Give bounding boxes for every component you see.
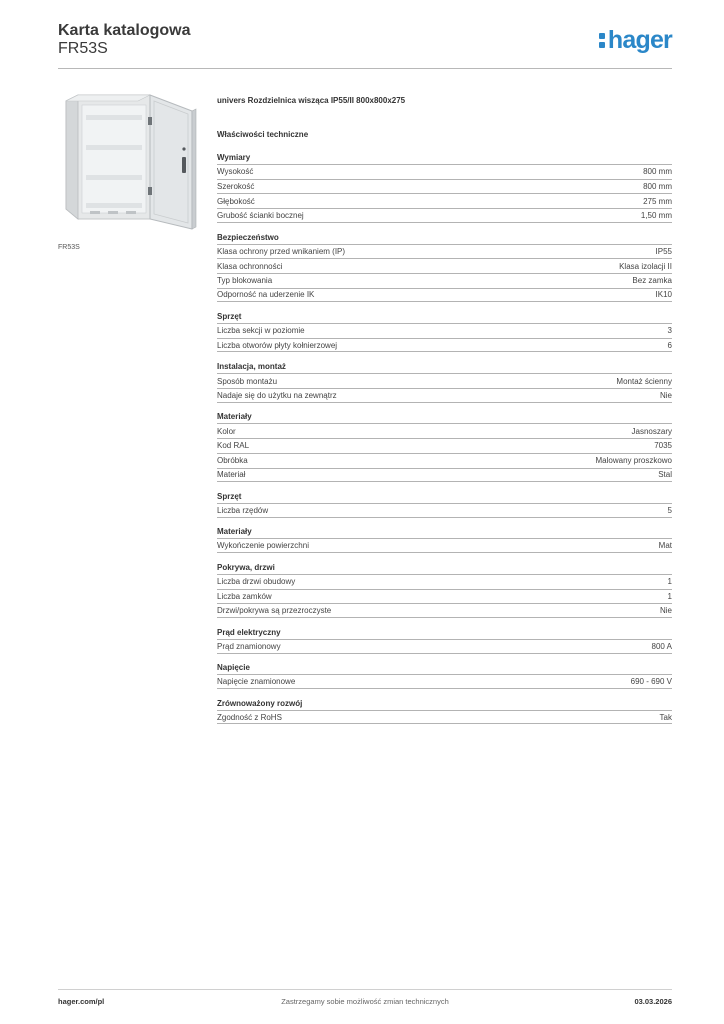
spec-value: Nie: [659, 606, 672, 616]
spec-row: [217, 164, 672, 179]
spec-row: [217, 538, 672, 553]
spec-row: [217, 639, 672, 654]
section-title: Materiały: [217, 412, 252, 422]
spec-row: [217, 589, 672, 604]
page-footer: [58, 997, 672, 1009]
spec-value: Klasa izolacji II: [619, 261, 672, 271]
footer-disclaimer: Zastrzegamy sobie możliwość zmian technicznych: [281, 997, 449, 1006]
spec-value: Mat: [658, 541, 672, 551]
spec-table: [217, 423, 672, 482]
spec-value: 5: [667, 505, 672, 515]
section-title: Sprzęt: [217, 312, 242, 322]
spec-table: [217, 538, 672, 553]
spec-label: Drzwi/pokrywa są przezroczyste: [217, 606, 332, 616]
spec-value: 6: [667, 340, 672, 350]
product-image: [58, 87, 208, 237]
spec-label: Liczba otworów płyty kołnierzowej: [217, 340, 338, 350]
spec-value: Malowany proszkowo: [595, 456, 672, 466]
spec-table: [217, 323, 672, 352]
spec-row: [217, 208, 672, 223]
spec-row: [217, 503, 672, 518]
footer-website: hager.com/pl: [58, 997, 105, 1006]
spec-label: Kod RAL: [217, 441, 250, 451]
product-code: FR53S: [58, 40, 108, 57]
section-title: Bezpieczeństwo: [217, 232, 279, 242]
section-title: Prąd elektryczny: [217, 627, 281, 637]
spec-row: [217, 258, 672, 273]
spec-row: [217, 323, 672, 338]
spec-table: [217, 164, 672, 223]
spec-row: [217, 273, 672, 288]
spec-label: Obróbka: [217, 456, 248, 466]
spec-label: Zgodność z RoHS: [217, 712, 282, 722]
spec-table: [217, 674, 672, 689]
spec-row: [217, 574, 672, 589]
spec-row: [217, 388, 672, 403]
spec-row: [217, 244, 672, 259]
spec-value: Nie: [659, 390, 672, 400]
spec-row: [217, 373, 672, 388]
spec-value: 800 A: [651, 641, 672, 651]
spec-label: Liczba drzwi obudowy: [217, 577, 296, 587]
spec-value: Jasnoszary: [631, 426, 672, 436]
spec-row: [217, 438, 672, 453]
spec-table: [217, 639, 672, 654]
spec-label: Wysokość: [217, 167, 254, 177]
spec-label: Klasa ochrony przed wnikaniem (IP): [217, 246, 346, 256]
spec-label: Szerokość: [217, 182, 255, 192]
header-divider: [58, 68, 672, 69]
spec-value: 3: [667, 326, 672, 336]
spec-value: 690 - 690 V: [630, 677, 672, 687]
spec-row: [217, 710, 672, 725]
spec-label: Typ blokowania: [217, 276, 273, 286]
spec-section: [217, 697, 672, 725]
spec-row: [217, 193, 672, 208]
spec-value: 1: [667, 591, 672, 601]
spec-section: [217, 231, 672, 303]
spec-value: Bez zamka: [632, 276, 672, 286]
spec-row: [217, 603, 672, 618]
spec-section: [217, 626, 672, 654]
spec-label: Sposób montażu: [217, 376, 278, 386]
spec-label: Kolor: [217, 426, 236, 436]
spec-value: 800 mm: [643, 182, 672, 192]
technical-properties-heading: Właściwości techniczne: [217, 130, 309, 139]
spec-label: Liczba rzędów: [217, 505, 269, 515]
spec-label: Wykończenie powierzchni: [217, 541, 309, 551]
spec-section: [217, 561, 672, 618]
spec-section: [217, 360, 672, 402]
spec-value: IP55: [655, 246, 672, 256]
section-title: Materiały: [217, 527, 252, 537]
section-title: Instalacja, montaż: [217, 362, 286, 372]
image-caption: FR53S: [58, 244, 80, 251]
spec-row: [217, 288, 672, 303]
spec-value: 800 mm: [643, 167, 672, 177]
section-title: Pokrywa, drzwi: [217, 562, 275, 572]
spec-value: Stal: [658, 470, 672, 480]
spec-value: 275 mm: [643, 196, 672, 206]
spec-label: Klasa ochronności: [217, 261, 283, 271]
section-title: Napięcie: [217, 663, 250, 673]
spec-value: Tak: [659, 712, 672, 722]
spec-row: [217, 674, 672, 689]
spec-label: Materiał: [217, 470, 246, 480]
hager-logo: [599, 26, 672, 55]
logo-dots-icon: [599, 32, 605, 49]
spec-row: [217, 453, 672, 468]
spec-label: Prąd znamionowy: [217, 641, 281, 651]
spec-sections: [217, 151, 672, 724]
spec-table: [217, 503, 672, 518]
spec-table: [217, 574, 672, 618]
spec-value: 1,50 mm: [640, 210, 672, 220]
spec-label: Liczba zamków: [217, 591, 272, 601]
product-name: univers Rozdzielnica wisząca IP55/II 800x800x275: [217, 96, 406, 105]
spec-table: [217, 244, 672, 303]
footer-date: 03.03.2026: [634, 997, 672, 1006]
spec-section: [217, 661, 672, 689]
section-title: Zrównoważony rozwój: [217, 698, 303, 708]
spec-label: Napięcie znamionowe: [217, 677, 296, 687]
document-title: Karta katalogowa: [58, 22, 191, 39]
section-title: Sprzęt: [217, 491, 242, 501]
spec-value: 7035: [654, 441, 672, 451]
spec-label: Nadaje się do użytku na zewnątrz: [217, 390, 337, 400]
spec-label: Odporność na uderzenie IK: [217, 290, 315, 300]
spec-label: Liczba sekcji w poziomie: [217, 326, 305, 336]
spec-row: [217, 338, 672, 353]
spec-value: 1: [667, 577, 672, 587]
specifications-panel: [217, 95, 672, 724]
spec-section: [217, 410, 672, 482]
spec-table: [217, 710, 672, 725]
spec-row: [217, 423, 672, 438]
footer-divider: [58, 989, 672, 990]
spec-section: [217, 525, 672, 553]
spec-section: [217, 490, 672, 518]
spec-section: [217, 310, 672, 352]
section-title: Wymiary: [217, 153, 251, 162]
spec-value: IK10: [655, 290, 672, 300]
spec-label: Głębokość: [217, 196, 255, 206]
spec-table: [217, 373, 672, 402]
logo-text: hager: [607, 26, 672, 54]
spec-value: Montaż ścienny: [616, 376, 672, 386]
spec-row: [217, 179, 672, 194]
spec-row: [217, 468, 672, 483]
spec-label: Grubość ścianki bocznej: [217, 210, 304, 220]
spec-section: [217, 151, 672, 223]
